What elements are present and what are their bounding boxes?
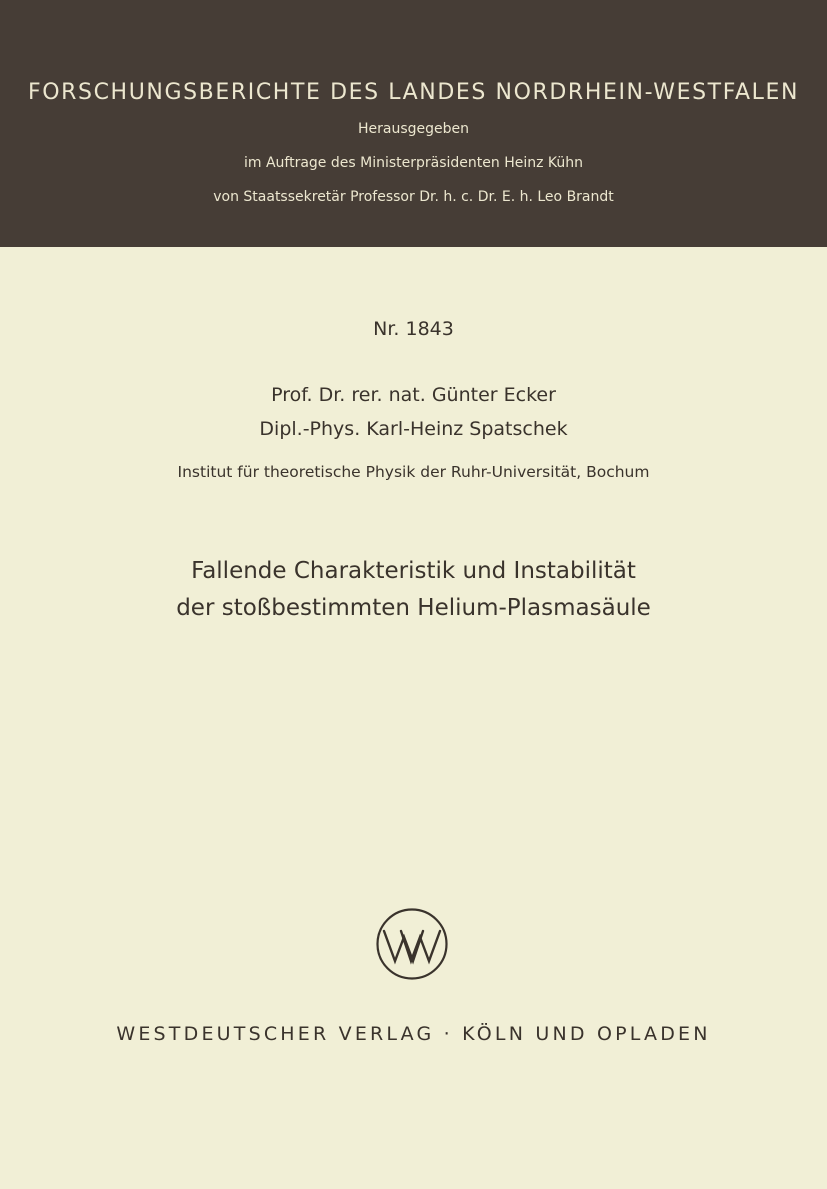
header-secretary-line: von Staatssekretär Professor Dr. h. c. Dr. E. h. Leo Brandt — [213, 189, 614, 205]
header-band — [0, 0, 827, 247]
author-name: Prof. Dr. rer. nat. Günter Ecker — [271, 384, 556, 406]
institute: Institut für theoretische Physik der Ruhr-Universität, Bochum — [177, 463, 650, 481]
report-number: Nr. 1843 — [373, 318, 454, 340]
report-title-line: der stoßbestimmten Helium-Plasmasäule — [176, 595, 651, 621]
header-editor-line: Herausgegeben — [357, 121, 469, 137]
series-title: FORSCHUNGSBERICHTE DES LANDES NORDRHEIN-WESTFALEN — [27, 80, 800, 105]
wv-circle-logo — [375, 907, 449, 981]
publisher-name: WESTDEUTSCHER VERLAG · KÖLN UND OPLADEN — [116, 1023, 711, 1045]
report-title-line: Fallende Charakteristik und Instabilität — [191, 558, 636, 584]
header-commission-line: im Auftrage des Ministerpräsidenten Heinz Kühn — [243, 155, 584, 171]
author-name: Dipl.-Phys. Karl-Heinz Spatschek — [259, 418, 568, 440]
